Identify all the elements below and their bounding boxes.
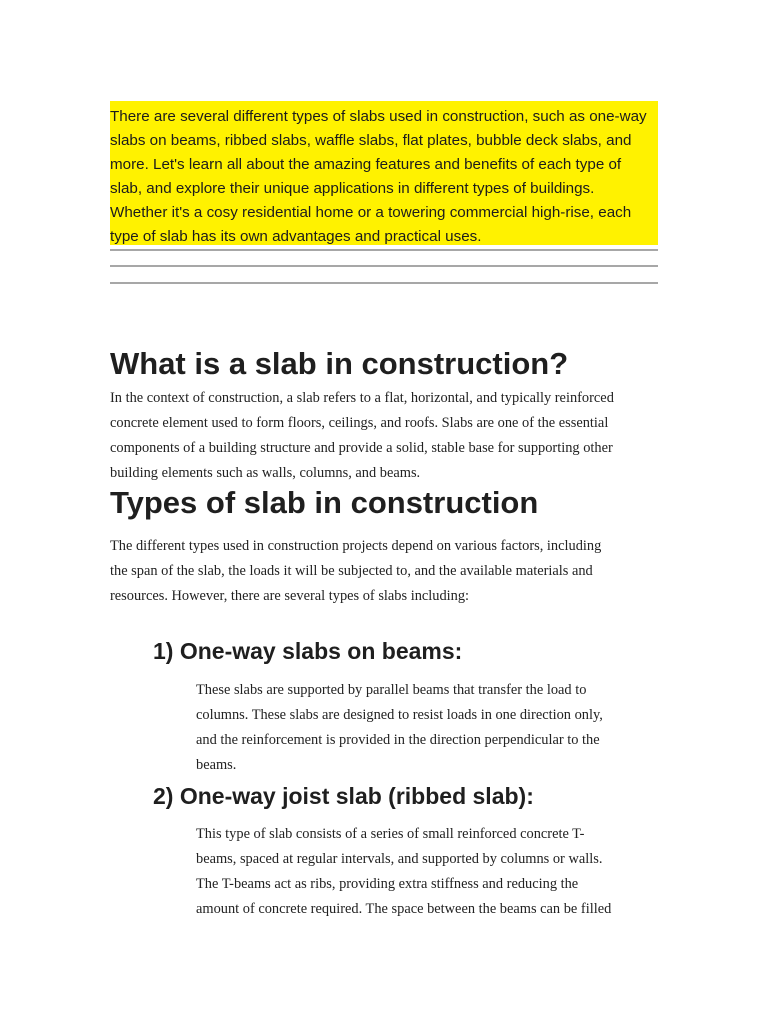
paragraph-line: amount of concrete required. The space between the beams can be filled (196, 901, 612, 917)
paragraph-line: the span of the slab, the loads it will be subjected to, and the available materials and (110, 563, 593, 579)
highlighted-intro-paragraph: There are several different types of slabs used in construction, such as one-way slabs on beams, ribbed slabs, waffle slabs, flat plates, bubble deck slabs, and more. Let's learn all about the amazing features and benefits of each type of slab, and explore their unique applications in different types of buildings. Whether it's a cosy residential home or a towering commercial high-rise, each type of slab has its own advantages and practical uses. (110, 101, 658, 245)
paragraph-line: This type of slab consists of a series of small reinforced concrete T- (196, 826, 585, 842)
paragraph-line: components of a building structure and provide a solid, stable base for supporting other (110, 440, 613, 456)
paragraph-line: The different types used in construction projects depend on various factors, including (110, 538, 602, 554)
heading-what-is-a-slab: What is a slab in construction? (110, 346, 569, 381)
paragraph-line: resources. However, there are several types of slabs including: (110, 588, 470, 604)
paragraph-line: concrete element used to form floors, ceilings, and roofs. Slabs are one of the essential (110, 415, 609, 431)
paragraph-line: beams, spaced at regular intervals, and supported by columns or walls. (196, 851, 603, 867)
heading-one-way-joist-slab: 2) One-way joist slab (ribbed slab): (153, 783, 534, 809)
divider-line (110, 282, 658, 284)
paragraph-one-way-joist-slab (196, 822, 611, 922)
divider-line (110, 265, 658, 267)
heading-one-way-slabs-on-beams: 1) One-way slabs on beams: (153, 638, 463, 664)
paragraph-line: These slabs are supported by parallel beams that transfer the load to (196, 682, 587, 698)
divider-line (110, 249, 658, 251)
paragraph-line: building elements such as walls, columns, and beams. (110, 465, 421, 481)
paragraph-types-of-slab (110, 534, 601, 609)
paragraph-line: In the context of construction, a slab refers to a flat, horizontal, and typically reinforced (110, 390, 614, 406)
paragraph-line: The T-beams act as ribs, providing extra stiffness and reducing the (196, 876, 579, 892)
paragraph-line: beams. (196, 757, 237, 773)
paragraph-line: columns. These slabs are designed to resist loads in one direction only, (196, 707, 603, 723)
heading-types-of-slab: Types of slab in construction (110, 485, 539, 520)
paragraph-line: and the reinforcement is provided in the direction perpendicular to the (196, 732, 600, 748)
paragraph-one-way-slabs-on-beams (196, 678, 603, 778)
paragraph-what-is-a-slab (110, 386, 614, 486)
